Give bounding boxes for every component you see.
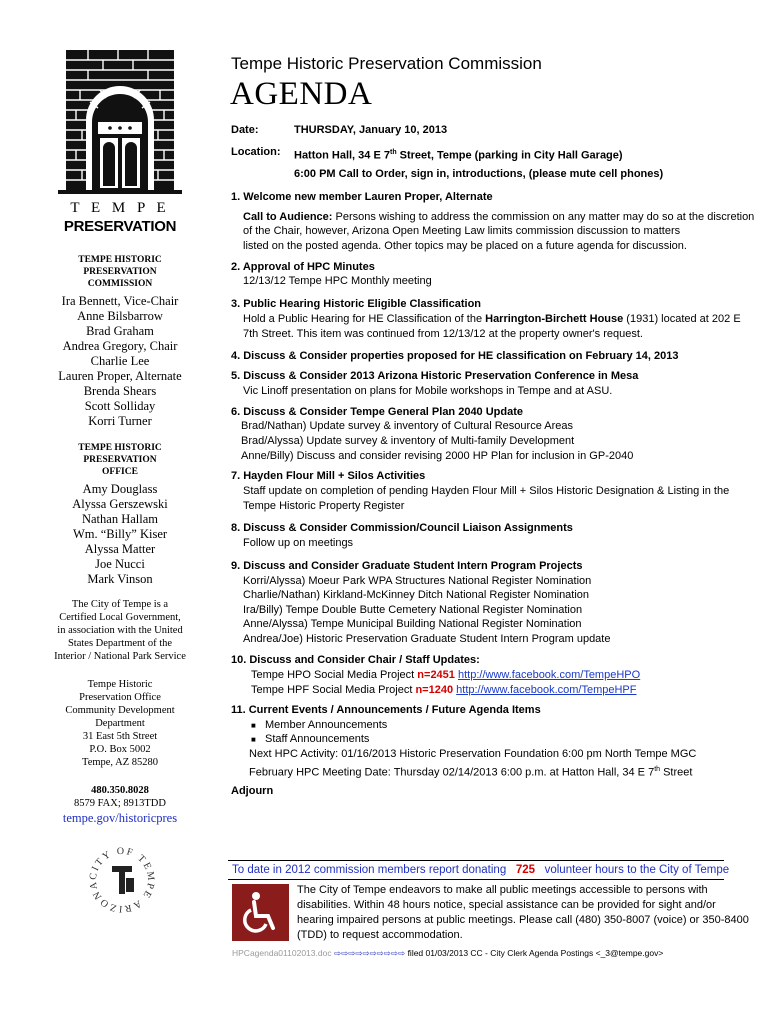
list-item: Nathan Hallam bbox=[81, 512, 158, 526]
date-value: THURSDAY, January 10, 2013 bbox=[294, 124, 448, 136]
ada-notice: disabilities. Within 48 hours notice, special assistance can be provided for sight and/or bbox=[297, 899, 716, 911]
website-link[interactable]: tempe.gov/historicpres bbox=[62, 811, 178, 825]
item-3-text: 7th Street. This item was continued from 12/13/12 at the property owner's request. bbox=[243, 328, 643, 340]
clg-statement: The City of Tempe is a Certified Local Government, in association with the United States Department of the Interior / National Park Service bbox=[54, 599, 186, 662]
footer-divider bbox=[228, 860, 724, 861]
office-address: Tempe Historic Preservation Office Community Development Department 31 East 5th Street P.O. Box 5002 Tempe, AZ 85280 bbox=[65, 679, 175, 768]
list-item: Alyssa Gerszewski bbox=[72, 497, 168, 511]
item-10-title: 10. Discuss and Consider Chair / Staff Updates: bbox=[231, 654, 480, 666]
list-item: Anne/Alyssa) Tempe Municipal Building National Register Nomination bbox=[243, 618, 582, 630]
facebook-hpo-link[interactable]: http://www.facebook.com/TempeHPO bbox=[457, 669, 641, 681]
list-item: Ira Bennett, Vice-Chair bbox=[61, 294, 179, 308]
list-item: ■ Staff Announcements bbox=[251, 733, 370, 745]
call-to-audience-line: of the Chair, however, Arizona Open Meeting Law limits commission discussion to matters bbox=[243, 225, 681, 237]
location-label: Location: bbox=[231, 146, 281, 158]
list-item: Charlie Lee bbox=[90, 354, 150, 368]
ada-notice: The City of Tempe endeavors to make all public meetings accessible to persons with bbox=[297, 884, 708, 896]
item-6-title: 6. Discuss & Consider Tempe General Plan 2040 Update bbox=[231, 406, 524, 418]
city-seal bbox=[82, 840, 162, 920]
tempe-preservation-logo bbox=[58, 48, 182, 238]
office-heading: TEMPE HISTORIC PRESERVATION OFFICE bbox=[78, 443, 162, 477]
commission-member-list bbox=[30, 294, 210, 429]
logo-word-preservation: PRESERVATION bbox=[63, 218, 177, 235]
list-item: Mark Vinson bbox=[87, 572, 153, 586]
list-item: Lauren Proper, Alternate bbox=[58, 369, 182, 383]
item-5-title: 5. Discuss & Consider 2013 Arizona Historic Preservation Conference in Mesa bbox=[231, 370, 639, 382]
call-to-audience: Call to Audience: Persons wishing to address the commission on any matter may do so at the discretion bbox=[243, 211, 755, 223]
list-item: Alyssa Matter bbox=[84, 542, 156, 556]
list-item: Korri Turner bbox=[88, 414, 152, 428]
date-label: Date: bbox=[231, 124, 259, 136]
item-6-text: Brad/Nathan) Update survey & inventory of Cultural Resource Areas bbox=[241, 420, 573, 432]
hpf-social-media: Tempe HPF Social Media Project n=1240 http://www.facebook.com/TempeHPF bbox=[251, 684, 637, 696]
commission-heading: TEMPE HISTORIC PRESERVATION COMMISSION bbox=[78, 255, 162, 289]
list-item: Anne Bilsbarrow bbox=[77, 309, 163, 323]
list-item: Ira/Billy) Tempe Double Butte Cemetery National Register Nomination bbox=[243, 604, 583, 616]
ada-notice: (TDD) to request accommodation. bbox=[297, 929, 463, 941]
item-2-text: 12/13/12 Tempe HPC Monthly meeting bbox=[243, 275, 432, 287]
item-9-title: 9. Discuss and Consider Graduate Student Intern Program Projects bbox=[231, 560, 583, 572]
list-item: Amy Douglass bbox=[82, 482, 158, 496]
item-7-text: Tempe Historic Property Register bbox=[243, 500, 405, 512]
next-activity: Next HPC Activity: 01/16/2013 Historic Preservation Foundation 6:00 pm North Tempe MGC bbox=[249, 748, 697, 760]
list-item: Brad Graham bbox=[86, 324, 154, 338]
item-7-text: Staff update on completion of pending Hayden Flour Mill + Silos Historic Designation & Listing in the bbox=[243, 485, 730, 497]
item-8-title: 8. Discuss & Consider Commission/Council Liaison Assignments bbox=[231, 522, 573, 534]
list-item: Brenda Shears bbox=[83, 384, 157, 398]
list-item: Korri/Alyssa) Moeur Park WPA Structures National Register Nomination bbox=[243, 575, 592, 587]
facebook-hpf-link[interactable]: http://www.facebook.com/TempeHPF bbox=[456, 684, 637, 696]
office-staff-list bbox=[30, 482, 210, 587]
item-2-title: 2. Approval of HPC Minutes bbox=[231, 261, 375, 273]
list-item: Joe Nucci bbox=[95, 557, 145, 571]
call-to-audience-line: listed on the posted agenda. Other topics may be placed on a future agenda for discussion. bbox=[243, 240, 687, 252]
item-11-title: 11. Current Events / Announcements / Future Agenda Items bbox=[231, 704, 541, 716]
item-6-text: Brad/Alyssa) Update survey & inventory of Multi-family Development bbox=[241, 435, 575, 447]
wheelchair-icon bbox=[232, 884, 289, 941]
adjourn: Adjourn bbox=[231, 785, 274, 797]
next-meeting: February HPC Meeting Date: Thursday 02/14/2013 6:00 p.m. at Hatton Hall, 34 E 7th Street bbox=[249, 766, 693, 779]
list-item: ■ Member Announcements bbox=[251, 719, 388, 731]
hpo-social-media: Tempe HPO Social Media Project n=2451 http://www.facebook.com/TempeHPO bbox=[251, 669, 641, 681]
seal-text: CITY OF TEMPE ARIZONA bbox=[87, 845, 157, 915]
file-footer: HPCagenda01102013.doc ⇨⇨⇨⇨⇨⇨⇨⇨⇨⇨ filed 01/03/2013 CC - City Clerk Agenda Postings <_3@tempe.gov> bbox=[232, 948, 664, 958]
page-title: AGENDA bbox=[230, 76, 373, 112]
location-value: Hatton Hall, 34 E 7th Street, Tempe (parking in City Hall Garage) bbox=[294, 149, 623, 162]
item-3-title: 3. Public Hearing Historic Eligible Classification bbox=[231, 298, 482, 310]
list-item: Scott Solliday bbox=[84, 399, 156, 413]
list-item: Andrea Gregory, Chair bbox=[62, 339, 178, 353]
volunteer-hours: To date in 2012 commission members report donating 725 volunteer hours to the City of Tempe bbox=[232, 864, 730, 876]
item-3-text: Hold a Public Hearing for HE Classification of the Harrington-Birchett House (1931) located at 202 E bbox=[243, 313, 741, 325]
item-5-text: Vic Linoff presentation on plans for Mobile workshops in Tempe and at ASU. bbox=[243, 385, 613, 397]
item-1-title: 1. Welcome new member Lauren Proper, Alternate bbox=[231, 191, 493, 203]
list-item: Charlie/Nathan) Kirkland-McKinney Ditch National Register Nomination bbox=[243, 589, 590, 601]
item-4-title: 4. Discuss & Consider properties proposed for HE classification on February 14, 2013 bbox=[231, 350, 679, 362]
footer-divider bbox=[228, 879, 724, 880]
contact-info bbox=[30, 784, 210, 826]
org-name: Tempe Historic Preservation Commission bbox=[231, 54, 542, 73]
item-8-text: Follow up on meetings bbox=[243, 537, 354, 549]
list-item: Wm. “Billy” Kiser bbox=[72, 527, 168, 541]
list-item: Andrea/Joe) Historic Preservation Graduate Student Intern Program update bbox=[243, 633, 611, 645]
logo-word-tempe: T E M P E bbox=[70, 200, 170, 216]
arrow-icons: ⇨⇨⇨⇨⇨⇨⇨⇨⇨⇨ bbox=[333, 948, 406, 958]
item-7-title: 7. Hayden Flour Mill + Silos Activities bbox=[231, 470, 426, 482]
item-6-text: Anne/Billy) Discuss and consider revising 2000 HP Plan for inclusion in GP-2040 bbox=[241, 450, 634, 462]
fax: 8579 FAX; 8913TDD bbox=[74, 798, 166, 809]
ada-notice: hearing impaired persons at public meetings. Please call (480) 350-8007 (voice) or 350-8400 bbox=[297, 914, 749, 926]
call-to-order: 6:00 PM Call to Order, sign in, introductions, (please mute cell phones) bbox=[294, 168, 664, 180]
phone: 480.350.8028 bbox=[91, 785, 149, 796]
